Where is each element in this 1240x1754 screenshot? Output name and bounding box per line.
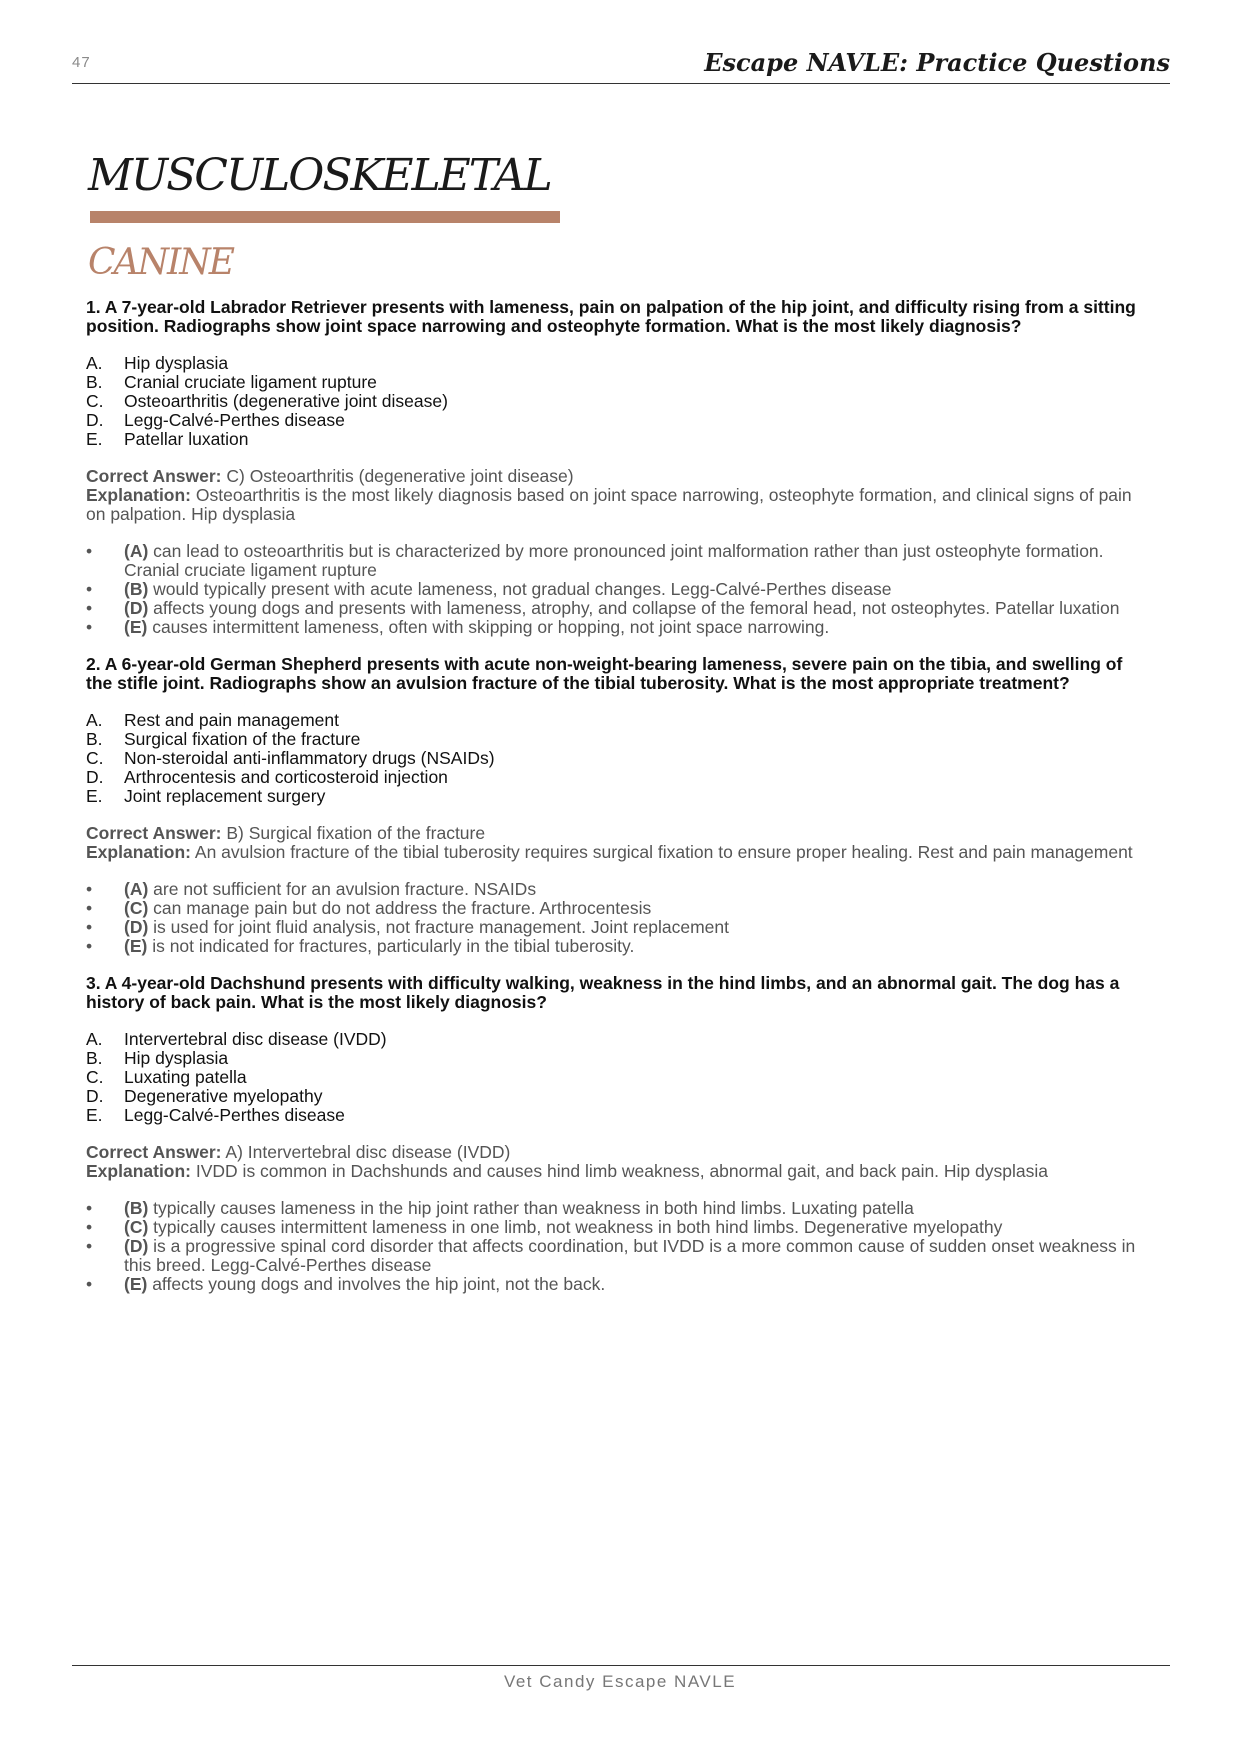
answer-explanation (86, 1143, 1138, 1181)
reason-item (86, 1275, 1138, 1294)
option-letter: D. (86, 410, 104, 430)
question-block (86, 655, 1138, 956)
bullet: • (86, 1198, 93, 1218)
reason-item (86, 1237, 1138, 1275)
questions-list (86, 298, 1138, 1312)
correct-answer (86, 824, 1138, 843)
reason-item (86, 918, 1138, 937)
answer-options (86, 1030, 1138, 1125)
reason-label: (A) (124, 541, 149, 561)
option-letter: E. (86, 429, 103, 449)
bullet: • (86, 1217, 93, 1237)
subsection-title: CANINE (88, 242, 234, 283)
correct-answer-label: Correct Answer: (86, 823, 222, 843)
option-letter: A. (86, 353, 103, 373)
bullet: • (86, 898, 93, 918)
option-text: Surgical fixation of the fracture (124, 729, 361, 749)
section-title: MUSCULOSKELETAL (88, 150, 551, 201)
option-d (86, 1087, 1138, 1106)
explanation-text: IVDD is common in Dachshunds and causes hind limb weakness, abnormal gait, and back pain. Hip dysplasia (191, 1161, 1048, 1181)
reason-text: is a progressive spinal cord disorder that affects coordination, but IVDD is a more common cause of sudden onset weakness in this breed. Legg-Calvé-Perthes disease (124, 1236, 1136, 1275)
reason-item (86, 542, 1138, 580)
option-text: Rest and pain management (124, 710, 339, 730)
correct-answer-label: Correct Answer: (86, 466, 222, 486)
option-d (86, 768, 1138, 787)
reason-text: is used for joint fluid analysis, not fracture management. Joint replacement (148, 917, 730, 937)
option-text: Joint replacement surgery (124, 786, 326, 806)
option-letter: E. (86, 1105, 103, 1125)
explanation-text: Osteoarthritis is the most likely diagnosis based on joint space narrowing, osteophyte formation, and clinical signs of pain on palpation. Hip dysplasia (86, 485, 1132, 524)
option-a (86, 354, 1138, 373)
page-number: 47 (72, 54, 91, 71)
option-text: Intervertebral disc disease (IVDD) (124, 1029, 387, 1049)
answer-explanation (86, 824, 1138, 862)
distractor-reasons (86, 1199, 1138, 1294)
bullet: • (86, 541, 93, 561)
option-text: Hip dysplasia (124, 1048, 229, 1068)
reason-item (86, 599, 1138, 618)
option-d (86, 411, 1138, 430)
option-text: Osteoarthritis (degenerative joint disease) (124, 391, 448, 411)
footer-rule (72, 1665, 1170, 1666)
option-text: Patellar luxation (124, 429, 249, 449)
reason-text: can lead to osteoarthritis but is characterized by more pronounced joint malformation rather than just osteophyte formation. Cranial cruciate ligament rupture (124, 541, 1104, 580)
reason-item (86, 937, 1138, 956)
bullet: • (86, 617, 93, 637)
option-letter: A. (86, 710, 103, 730)
explanation (86, 1162, 1138, 1181)
bullet: • (86, 917, 93, 937)
bullet: • (86, 879, 93, 899)
reason-label: (B) (124, 1198, 149, 1218)
answer-options (86, 354, 1138, 449)
correct-answer-value: A) Intervertebral disc disease (IVDD) (221, 1142, 511, 1162)
correct-answer (86, 467, 1138, 486)
option-text: Non-steroidal anti-inflammatory drugs (NSAIDs) (124, 748, 495, 768)
bullet: • (86, 1236, 93, 1256)
bullet: • (86, 936, 93, 956)
reason-item (86, 899, 1138, 918)
reason-text: would typically present with acute lameness, not gradual changes. Legg-Calvé-Perthes disease (148, 579, 892, 599)
distractor-reasons (86, 542, 1138, 637)
option-b (86, 373, 1138, 392)
explanation-text: An avulsion fracture of the tibial tuberosity requires surgical fixation to ensure proper healing. Rest and pain management (191, 842, 1133, 862)
reason-text: typically causes lameness in the hip joint rather than weakness in both hind limbs. Luxating patella (148, 1198, 914, 1218)
correct-answer-value: C) Osteoarthritis (degenerative joint disease) (221, 466, 574, 486)
explanation (86, 486, 1138, 524)
reason-text: can manage pain but do not address the fracture. Arthrocentesis (148, 898, 652, 918)
option-text: Cranial cruciate ligament rupture (124, 372, 377, 392)
option-e (86, 430, 1138, 449)
option-e (86, 787, 1138, 806)
header-rule (72, 83, 1170, 84)
reason-item (86, 880, 1138, 899)
reason-label: (D) (124, 598, 149, 618)
option-letter: C. (86, 1067, 104, 1087)
option-letter: A. (86, 1029, 103, 1049)
footer-text: Vet Candy Escape NAVLE (503, 1672, 737, 1691)
option-a (86, 1030, 1138, 1049)
option-c (86, 392, 1138, 411)
reason-item (86, 1218, 1138, 1237)
explanation (86, 843, 1138, 862)
answer-options (86, 711, 1138, 806)
option-e (86, 1106, 1138, 1125)
option-letter: C. (86, 391, 104, 411)
reason-label: (E) (124, 617, 148, 637)
correct-answer-value: B) Surgical fixation of the fracture (221, 823, 486, 843)
reason-text: causes intermittent lameness, often with skipping or hopping, not joint space narrowing. (147, 617, 830, 637)
option-letter: C. (86, 748, 104, 768)
option-letter: E. (86, 786, 103, 806)
bullet: • (86, 579, 93, 599)
explanation-label: Explanation: (86, 485, 192, 505)
explanation-label: Explanation: (86, 842, 192, 862)
option-text: Luxating patella (124, 1067, 247, 1087)
option-text: Hip dysplasia (124, 353, 229, 373)
option-letter: B. (86, 372, 103, 392)
reason-item (86, 580, 1138, 599)
option-text: Arthrocentesis and corticosteroid injection (124, 767, 448, 787)
answer-explanation (86, 467, 1138, 524)
reason-text: is not indicated for fractures, particularly in the tibial tuberosity. (147, 936, 635, 956)
reason-label: (A) (124, 879, 149, 899)
option-c (86, 749, 1138, 768)
option-b (86, 1049, 1138, 1068)
question-block (86, 298, 1138, 637)
reason-label: (C) (124, 898, 149, 918)
question-text: 2. A 6-year-old German Shepherd presents with acute non-weight-bearing lameness, severe pain on the tibia, and swelling of the stifle joint. Radiographs show an avulsion fracture of the tibial tuberosity. What is the most appropriate treatment? (86, 654, 1123, 693)
reason-label: (B) (124, 579, 149, 599)
option-text: Degenerative myelopathy (124, 1086, 323, 1106)
reason-text: typically causes intermittent lameness in one limb, not weakness in both hind limbs. Degenerative myelopathy (148, 1217, 1003, 1237)
option-letter: D. (86, 1086, 104, 1106)
option-letter: B. (86, 729, 103, 749)
option-a (86, 711, 1138, 730)
reason-label: (E) (124, 1274, 148, 1294)
reason-text: are not sufficient for an avulsion fracture. NSAIDs (148, 879, 537, 899)
question-text: 1. A 7-year-old Labrador Retriever presents with lameness, pain on palpation of the hip joint, and difficulty rising from a sitting position. Radiographs show joint space narrowing and osteophyte formation. What is the most likely diagnosis? (86, 297, 1136, 336)
reason-label: (D) (124, 917, 149, 937)
correct-answer (86, 1143, 1138, 1162)
explanation-label: Explanation: (86, 1161, 192, 1181)
option-letter: D. (86, 767, 104, 787)
reason-label: (D) (124, 1236, 149, 1256)
option-letter: B. (86, 1048, 103, 1068)
option-text: Legg-Calvé-Perthes disease (124, 410, 345, 430)
reason-text: affects young dogs and presents with lameness, atrophy, and collapse of the femoral head, not osteophytes. Patellar luxation (148, 598, 1120, 618)
reason-label: (C) (124, 1217, 149, 1237)
correct-answer-label: Correct Answer: (86, 1142, 222, 1162)
question-text: 3. A 4-year-old Dachshund presents with difficulty walking, weakness in the hind limbs, and an abnormal gait. The dog has a history of back pain. What is the most likely diagnosis? (86, 973, 1120, 1012)
reason-text: affects young dogs and involves the hip joint, not the back. (147, 1274, 606, 1294)
section-title-bar (90, 211, 560, 223)
reason-label: (E) (124, 936, 148, 956)
option-text: Legg-Calvé-Perthes disease (124, 1105, 345, 1125)
option-b (86, 730, 1138, 749)
question-block (86, 974, 1138, 1294)
bullet: • (86, 598, 93, 618)
header-title: Escape NAVLE: Practice Questions (704, 48, 1170, 77)
bullet: • (86, 1274, 93, 1294)
reason-item (86, 618, 1138, 637)
reason-item (86, 1199, 1138, 1218)
option-c (86, 1068, 1138, 1087)
distractor-reasons (86, 880, 1138, 956)
